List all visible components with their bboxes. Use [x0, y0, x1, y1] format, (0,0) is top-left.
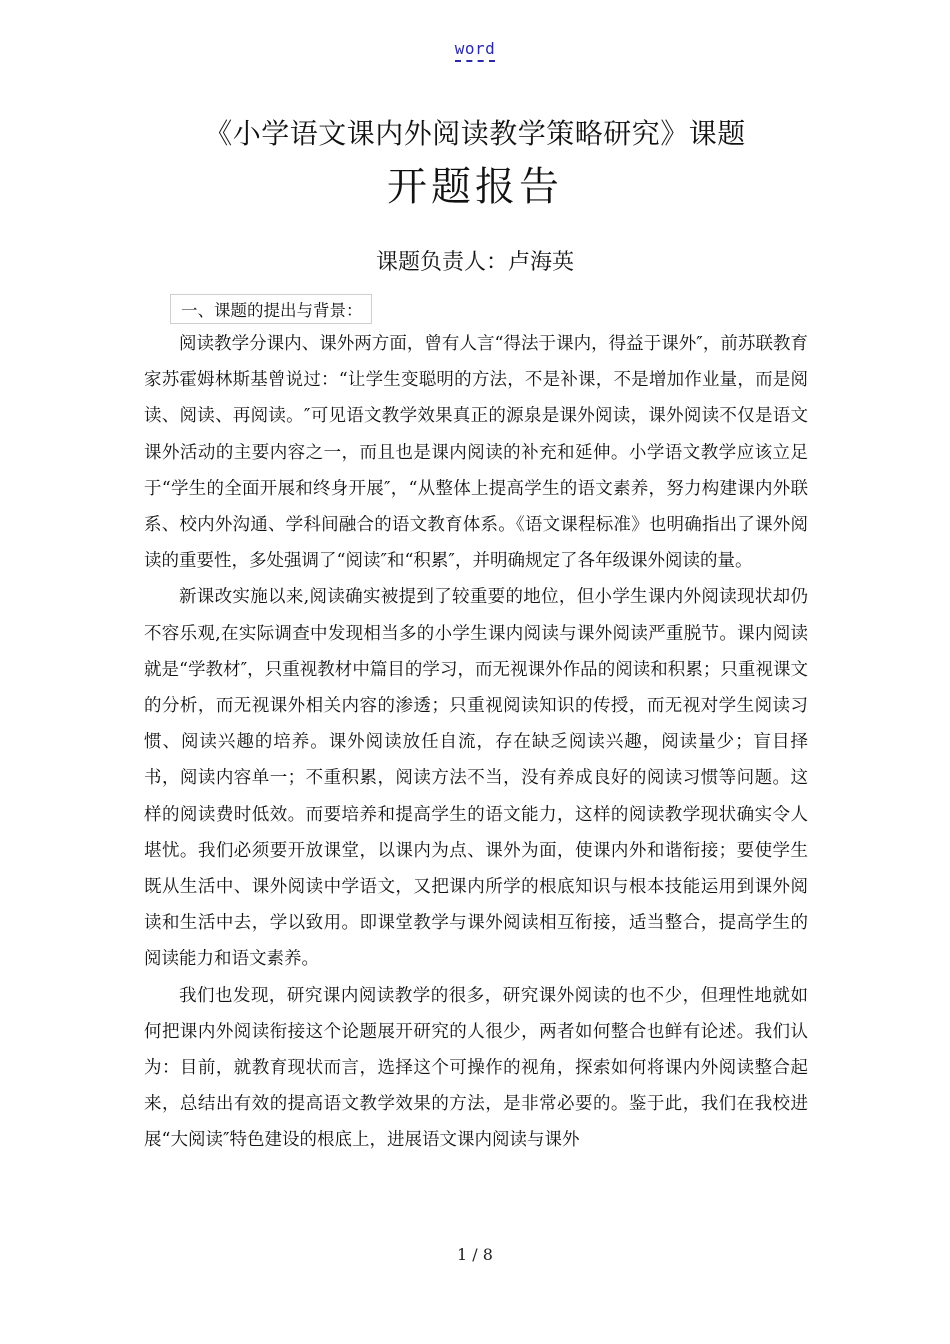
paragraph: 阅读教学分课内、课外两方面，曾有人言“得法于课内，得益于课外″，前苏联教育家苏霍姆林斯基曾说过：“让学生变聪明的方法，不是补课，不是增加作业量，而是阅读、阅读、再阅读。″可见语文教学效果真正的源泉是课外阅读，课外阅读不仅是语文课外活动的主要内容之一，而且也是课内阅读的补充和延伸。小学语文教学应该立足于“学生的全面开展和终身开展″，“从整体上提高学生的语文素养，努力构建课内外联系、校内外沟通、学科间融合的语文教育体系。《语文课程标准》也明确指出了课外阅读的重要性，多处强调了“阅读″和“积累″，并明确规定了各年级课外阅读的量。: [144, 334, 808, 572]
document-subtitle: 开题报告: [387, 164, 563, 210]
document-author: 课题负责人：卢海英: [375, 250, 574, 275]
paragraph: 新课改实施以来,阅读确实被提到了较重要的地位，但小学生课内外阅读现状却仍不容乐观,在实际调查中发现相当多的小学生课内阅读与课外阅读严重脱节。课内阅读就是“学教材″，只重视教材中篇目的学习，而无视课外作品的阅读和积累；只重视课文的分析，而无视课外相关内容的渗透；只重视阅读知识的传授，而无视对学生阅读习惯、阅读兴趣的培养。课外阅读放任自流，存在缺乏阅读兴趣，阅读量少；盲目择书，阅读内容单一；不重积累，阅读方法不当，没有养成良好的阅读习惯等问题。这样的阅读费时低效。而要培养和提高学生的语文能力，这样的阅读教学现状确实令人堪忧。我们必须要开放课堂，以课内为点、课外为面，使课内外和谐衔接；要使学生既从生活中、课外阅读中学语文，又把课内所学的根底知识与根本技能运用到课外阅读和生活中去，学以致用。即课堂教学与课外阅读相互衔接，适当整合，提高学生的阅读能力和语文素养。: [144, 587, 808, 970]
header-link-text[interactable]: word: [455, 39, 496, 62]
document-body: [144, 326, 808, 1159]
paragraph: 我们也发现，研究课内阅读教学的很多，研究课外阅读的也不少，但理性地就如何把课内外阅读衔接这个论题展开研究的人很少，两者如何整合也鲜有论述。我们认为：目前，就教育现状而言，选择这个可操作的视角，探索如何将课内外阅读整合起来，总结出有效的提高语文教学效果的方法，是非常必要的。鉴于此，我们在我校进展“大阅读″特色建设的根底上，进展语文课内阅读与课外: [144, 985, 808, 1151]
header-word-link[interactable]: [0, 39, 950, 58]
page-indicator: 1 / 8: [457, 1245, 493, 1264]
document-title: 《小学语文课内外阅读教学策略研究》课题: [204, 117, 746, 150]
section-heading: 一、课题的提出与背景：: [170, 294, 372, 324]
